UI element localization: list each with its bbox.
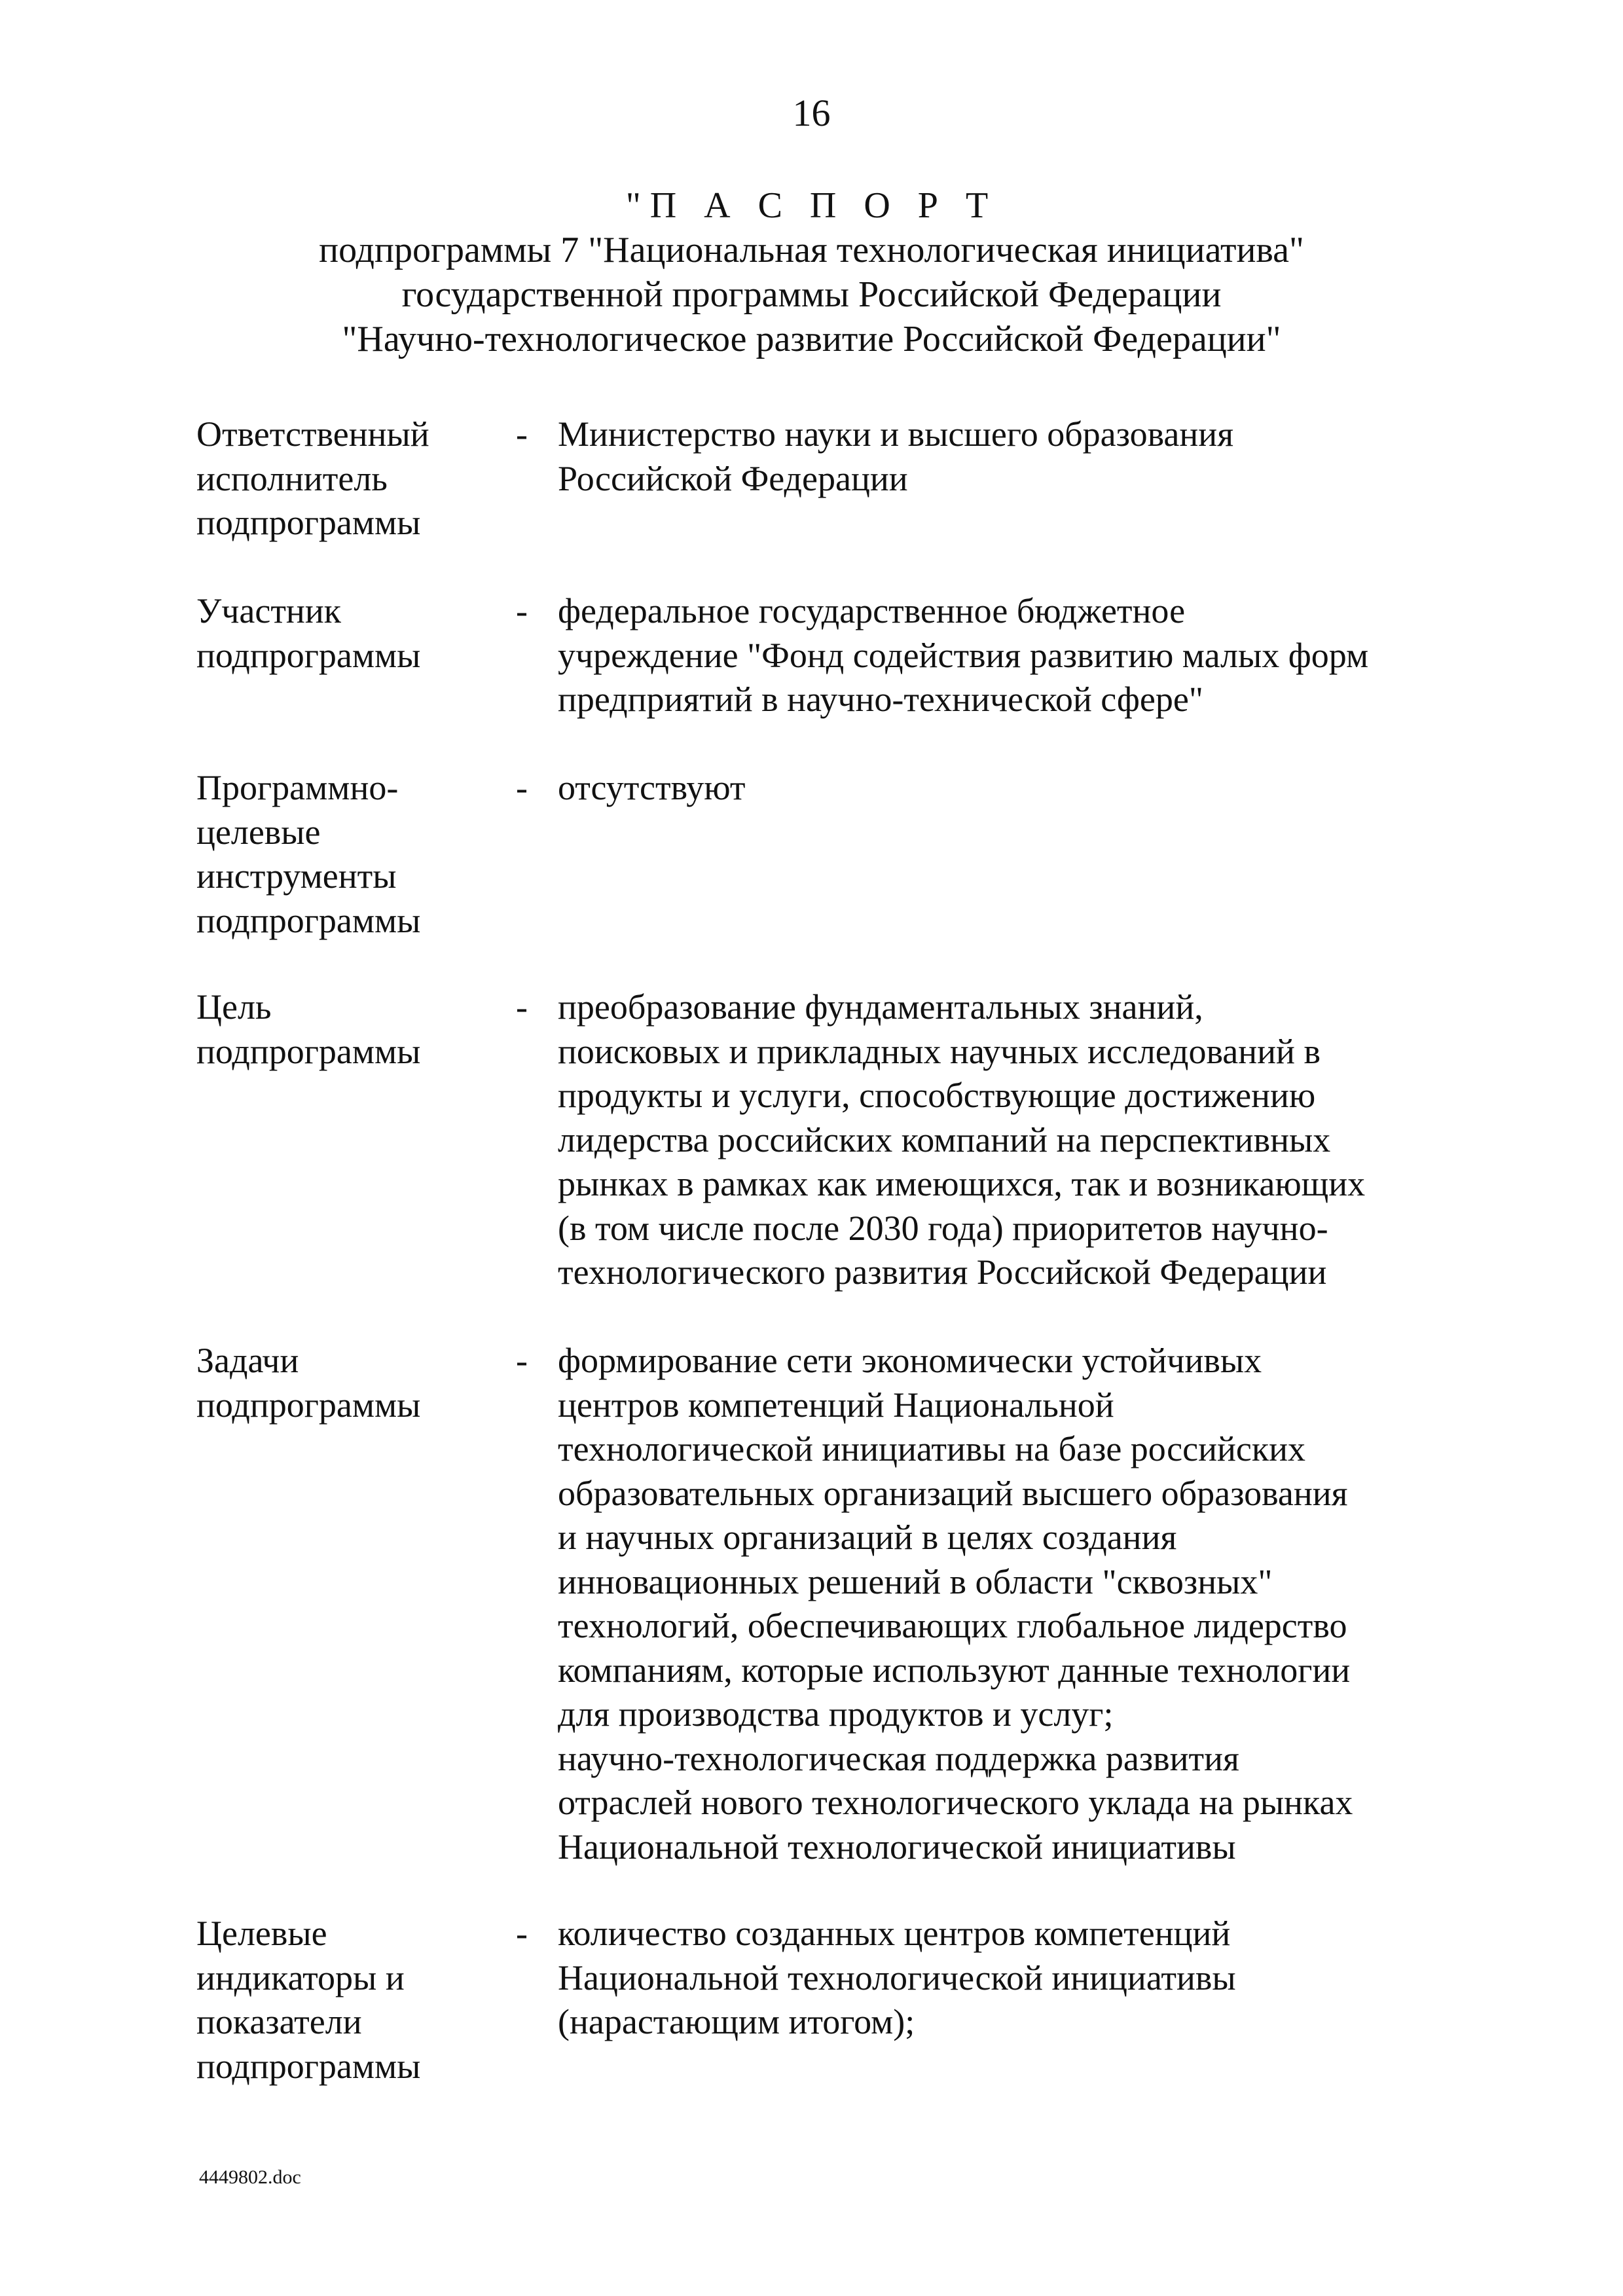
- row-dash: -: [516, 1341, 528, 1380]
- row-value: преобразование фундаментальных знаний, поисковых и прикладных научных исследований в продукты и услуги, способствующие достижению лидерства российских компаний на перспективных рынках в рамках как имеющихся, так и возникающих (в том числе после 2030 года) приоритетов научно- технологического развития Российской Федерации: [558, 987, 1366, 1292]
- row-dash: -: [516, 768, 528, 807]
- title-subprogram: подпрограммы 7 "Национальная технологическая инициатива": [319, 230, 1304, 270]
- title-heading: "П А С П О Р Т: [625, 185, 998, 226]
- row-label: Задачи подпрограммы: [196, 1341, 421, 1425]
- row-value: Министерство науки и высшего образования Российской Федерации: [558, 414, 1234, 498]
- row-value: отсутствуют: [558, 768, 746, 807]
- title-program-name: "Научно-технологическое развитие Российской Федерации": [342, 319, 1281, 359]
- row-dash: -: [516, 591, 528, 630]
- row-label: Программно- целевые инструменты подпрограммы: [196, 768, 421, 940]
- row-value: количество созданных центров компетенций Национальной технологической инициативы (нарастающим итогом);: [558, 1914, 1236, 2041]
- row-value: федеральное государственное бюджетное учреждение "Фонд содействия развитию малых форм предприятий в научно-технической сфере": [558, 591, 1369, 719]
- document-code: 4449802.doc: [199, 2166, 301, 2188]
- row-value: формирование сети экономически устойчивых центров компетенций Национальной технологической инициативы на базе российских образовательных организаций высшего образования и научных организаций в целях создания инновационных решений в области "сквозных" технологий, обеспечивающих глобальное лидерство компаниям, которые используют данные технологии для производства продуктов и услуг; научно-технологическая поддержка развития отраслей нового технологического уклада на рынках Национальной технологической инициативы: [558, 1341, 1353, 1867]
- row-dash: -: [516, 1914, 528, 1953]
- row-dash: -: [516, 414, 528, 454]
- row-label: Участник подпрограммы: [196, 591, 421, 675]
- row-dash: -: [516, 987, 528, 1027]
- page-number: 16: [792, 92, 831, 134]
- row-label: Целевые индикаторы и показатели подпрограммы: [196, 1914, 421, 2086]
- passport-title: [0, 183, 1623, 361]
- row-label: Цель подпрограммы: [196, 987, 421, 1071]
- title-state-program: государственной программы Российской Федерации: [401, 274, 1222, 315]
- row-label: Ответственный исполнитель подпрограммы: [196, 414, 429, 542]
